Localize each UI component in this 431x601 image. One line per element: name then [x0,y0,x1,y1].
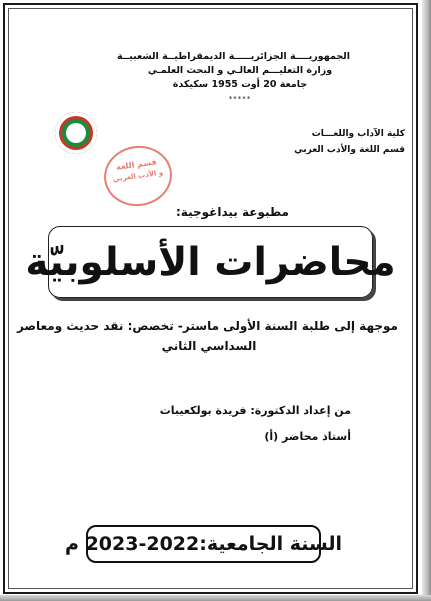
stamp-line-1: قسم اللغة [115,157,158,172]
faculty-name: كلية الآداب واللغـــات [311,129,405,139]
ministry-name: وزارة التعليـــم العالـي و البحث العلمـي [147,65,333,76]
academic-year: السنة الجامعية:2022-2023 م [65,533,342,555]
official-header [116,50,350,106]
scan-edge-bottom [0,595,431,601]
department-name: قسم اللغة والأدب العربي [294,145,405,155]
scan-edge-right [422,0,431,601]
semester-line: السداسي الثاني [161,339,257,353]
document-title: محاضرات الأسلوبيّة [25,239,396,285]
academic-year-box [65,525,342,563]
audience-line: موجهة إلى طلبة السنة الأولى ماستر- تخصص: نقد حديث ومعاصر [16,319,398,333]
document-type-label: مطبوعة بيداغوجية: [176,205,289,219]
audience-info [16,316,398,356]
author-name: من إعداد الدكتورة: فريدة بولكعيبات [159,404,351,417]
university-logo-icon [55,112,97,154]
faculty-info [225,126,405,158]
title-box [25,226,396,298]
author-rank: أستاذ محاضر (أ) [264,430,351,443]
author-info [91,398,351,450]
republic-name: الجمهوريــــة الجزائريـــــة الديمقراطيــة الشعبيــة [116,51,350,62]
stamp-line-2: و الأدب العربي [112,168,164,184]
header-stars: ***** [228,95,252,103]
university-name: جامعة 20 أوت 1955 سكيكدة [172,79,308,90]
